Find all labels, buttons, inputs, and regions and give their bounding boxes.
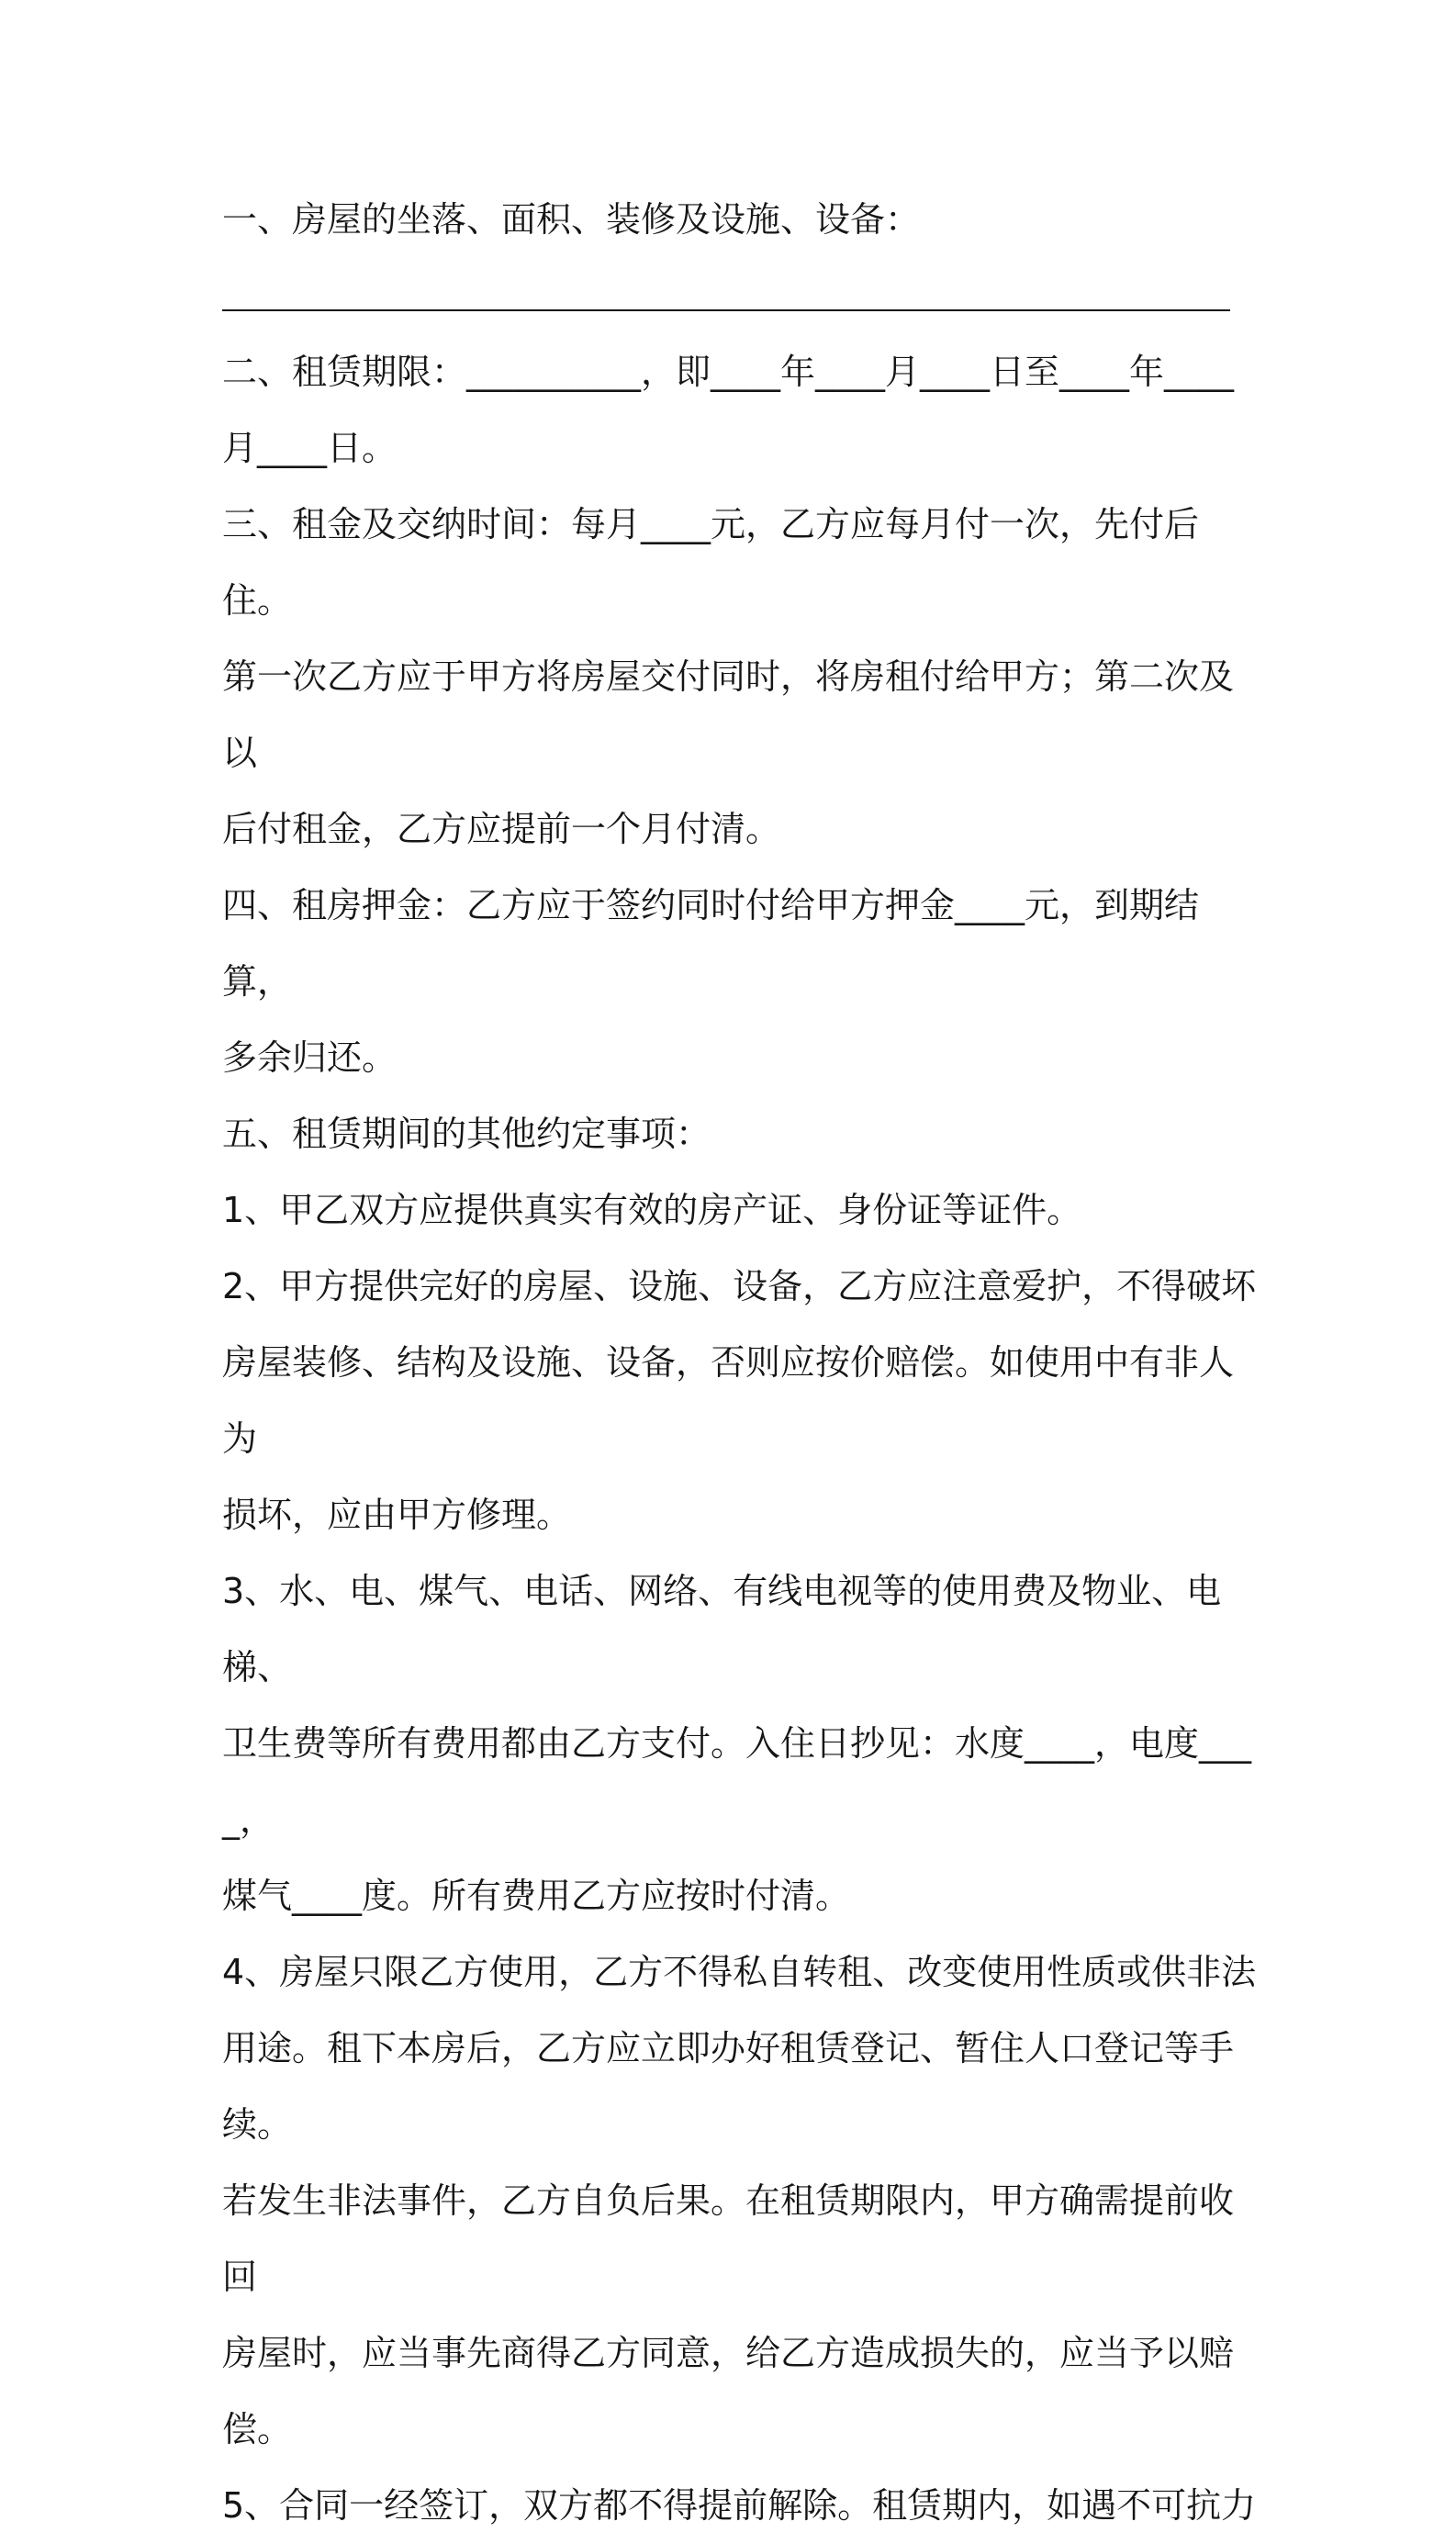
contract-body [222,182,1260,2544]
section-5-heading: 五、租赁期间的其他约定事项： [222,1114,711,1154]
section-3-line-1: 三、租金及交纳时间：每月____元，乙方应每月付一次，先付后住。 [222,504,1200,621]
item-2-line-3: 损坏，应由甲方修理。 [222,1495,572,1535]
item-4-line-3: 若发生非法事件，乙方自负后果。在租赁期限内，甲方确需提前收回 [222,2180,1235,2297]
section-4-line-2: 多余归还。 [222,1037,398,1078]
section-3-line-2: 第一次乙方应于甲方将房屋交付同时，将房租付给甲方；第二次及以 [222,656,1235,773]
item-3-line-2: 卫生费等所有费用都由乙方支付。入住日抄见：水度____，电度____， [222,1723,1252,1840]
section-1-blank-line [222,258,1260,334]
section-4-line-1: 四、租房押金：乙方应于签约同时付给甲方押金____元，到期结算， [222,885,1200,1002]
section-3-line-3: 后付租金，乙方应提前一个月付清。 [222,809,781,849]
item-5-line-1: 5、合同一经签订，双方都不得提前解除。租赁期内，如遇不可抗力 [222,2485,1257,2526]
item-4-line-2: 用途。租下本房后，乙方应立即办好租赁登记、暂住人口登记等手续。 [222,2028,1235,2145]
section-2-line-2: 月____日。 [222,428,398,468]
item-2-line-2: 房屋装修、结构及设施、设备，否则应按价赔偿。如使用中有非人为 [222,1342,1235,1459]
item-4-line-1: 4、房屋只限乙方使用，乙方不得私自转租、改变使用性质或供非法 [222,1952,1257,1992]
item-2-line-1: 2、甲方提供完好的房屋、设施、设备，乙方应注意爱护，不得破坏 [222,1266,1257,1306]
item-3-line-3: 煤气____度。所有费用乙方应按时付清。 [222,1876,851,1916]
fill-in-rule [222,309,1230,311]
item-3-line-1: 3、水、电、煤气、电话、网络、有线电视等的使用费及物业、电梯、 [222,1571,1222,1687]
item-4-line-4: 房屋时，应当事先商得乙方同意，给乙方造成损失的，应当予以赔偿。 [222,2333,1235,2449]
item-1: 1、甲乙双方应提供真实有效的房产证、身份证等证件。 [222,1190,1082,1230]
section-1-heading: 一、房屋的坐落、面积、装修及设施、设备： [222,199,921,240]
section-2-line-1: 二、租赁期限：__________，即____年____月____日至____年____ [222,352,1235,392]
